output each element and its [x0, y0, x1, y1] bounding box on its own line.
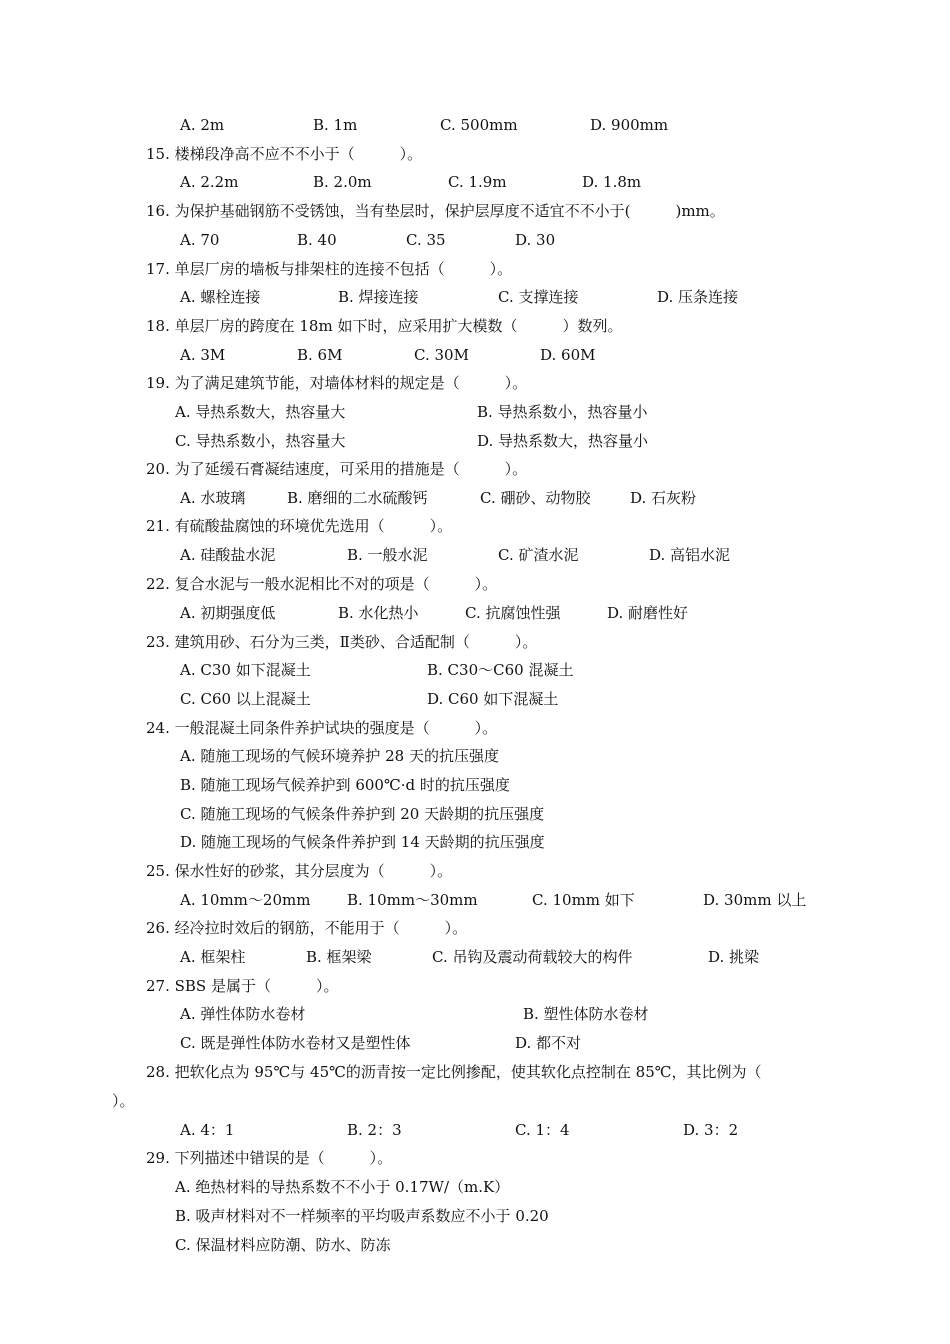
q16-option-a: A. 70: [180, 231, 220, 249]
q19-option-a: A. 导热系数大，热容量大: [175, 403, 346, 421]
q26-option-c: C. 吊钩及震动荷载较大的构件: [432, 948, 633, 966]
q18-option-a: A. 3M: [180, 346, 226, 364]
q15-option-c: C. 1.9m: [448, 173, 507, 191]
q23-option-b: B. C30～C60 混凝土: [427, 661, 574, 679]
q22-option-a: A. 初期强度低: [180, 604, 276, 622]
q25-option-c: C. 10mm 如下: [532, 891, 635, 909]
q23-option-c: C. C60 以上混凝土: [180, 690, 311, 708]
q20-option-b: B. 磨细的二水硫酸钙: [287, 489, 428, 507]
q15-option-a: A. 2.2m: [180, 173, 239, 191]
q23-option-a: A. C30 如下混凝土: [180, 661, 311, 679]
q19-option-d: D. 导热系数大，热容量小: [477, 432, 649, 450]
question-20: 20. 为了延缓石膏凝结速度，可采用的措施是（ ）。: [146, 460, 528, 478]
q27-option-d: D. 都不对: [515, 1034, 582, 1052]
question-28: 28. 把软化点为 95℃与 45℃的沥青按一定比例掺配，使其软化点控制在 85℃，其比例为（: [146, 1063, 762, 1081]
question-21: 21. 有硫酸盐腐蚀的环境优先选用（ ）。: [146, 517, 453, 535]
question-29: 29. 下列描述中错误的是（ ）。: [146, 1149, 393, 1167]
q22-option-c: C. 抗腐蚀性强: [465, 604, 561, 622]
q21-option-c: C. 矿渣水泥: [498, 546, 579, 564]
q26-option-a: A. 框架柱: [180, 948, 246, 966]
q19-option-c: C. 导热系数小，热容量大: [175, 432, 346, 450]
q14-option-c: C. 500mm: [440, 116, 518, 134]
q28-option-a: A. 4：1: [180, 1121, 235, 1139]
q24-option-a: A. 随施工现场的气候环境养护 28 天的抗压强度: [180, 747, 499, 765]
q21-option-d: D. 高铝水泥: [649, 546, 731, 564]
question-18: 18. 单层厂房的跨度在 18m 如下时，应采用扩大模数（ ）数列。: [146, 317, 623, 335]
question-25: 25. 保水性好的砂浆，其分层度为（ ）。: [146, 862, 453, 880]
question-23: 23. 建筑用砂、石分为三类，Ⅱ类砂、合适配制（ ）。: [146, 633, 538, 651]
q17-option-d: D. 压条连接: [657, 288, 739, 306]
q22-option-b: B. 水化热小: [338, 604, 419, 622]
q25-option-a: A. 10mm～20mm: [180, 891, 311, 909]
question-28-continuation: ）。: [112, 1092, 135, 1110]
q17-option-c: C. 支撑连接: [498, 288, 579, 306]
q19-option-b: B. 导热系数小，热容量小: [477, 403, 648, 421]
q24-option-b: B. 随施工现场气候养护到 600℃·d 时的抗压强度: [180, 776, 510, 794]
q14-option-b: B. 1m: [313, 116, 358, 134]
q16-option-d: D. 30: [515, 231, 556, 249]
question-16: 16. 为保护基础钢筋不受锈蚀，当有垫层时，保护层厚度不适宜不不小于( )mm。: [146, 202, 725, 220]
q24-option-c: C. 随施工现场的气候条件养护到 20 天龄期的抗压强度: [180, 805, 545, 823]
q25-option-d: D. 30mm 以上: [703, 891, 807, 909]
q28-option-d: D. 3：2: [683, 1121, 739, 1139]
q14-option-d: D. 900mm: [590, 116, 669, 134]
q29-option-a: A. 绝热材料的导热系数不不小于 0.17W/（m.K）: [175, 1178, 510, 1196]
q15-option-d: D. 1.8m: [582, 173, 642, 191]
q17-option-b: B. 焊接连接: [338, 288, 419, 306]
q14-option-a: A. 2m: [180, 116, 225, 134]
q26-option-b: B. 框架梁: [306, 948, 372, 966]
q26-option-d: D. 挑梁: [708, 948, 760, 966]
q20-option-d: D. 石灰粉: [630, 489, 697, 507]
q17-option-a: A. 螺栓连接: [180, 288, 261, 306]
q21-option-b: B. 一般水泥: [347, 546, 428, 564]
q20-option-c: C. 硼砂、动物胶: [480, 489, 591, 507]
q15-option-b: B. 2.0m: [313, 173, 372, 191]
q24-option-d: D. 随施工现场的气候条件养护到 14 天龄期的抗压强度: [180, 833, 545, 851]
question-26: 26. 经冷拉时效后的钢筋，不能用于（ ）。: [146, 919, 468, 937]
q22-option-d: D. 耐磨性好: [607, 604, 689, 622]
q16-option-b: B. 40: [297, 231, 337, 249]
q29-option-c: C. 保温材料应防潮、防水、防冻: [175, 1236, 391, 1254]
q18-option-b: B. 6M: [297, 346, 343, 364]
q20-option-a: A. 水玻璃: [180, 489, 246, 507]
q27-option-c: C. 既是弹性体防水卷材又是塑性体: [180, 1034, 411, 1052]
question-17: 17. 单层厂房的墙板与排架柱的连接不包括（ ）。: [146, 260, 513, 278]
q27-option-a: A. 弹性体防水卷材: [180, 1005, 306, 1023]
question-15: 15. 楼梯段净高不应不不小于（ ）。: [146, 145, 423, 163]
q29-option-b: B. 吸声材料对不一样频率的平均吸声系数应不小于 0.20: [175, 1207, 549, 1225]
question-27: 27. SBS 是属于（ ）。: [146, 977, 339, 995]
question-19: 19. 为了满足建筑节能，对墙体材料的规定是（ ）。: [146, 374, 528, 392]
q28-option-b: B. 2：3: [347, 1121, 402, 1139]
q16-option-c: C. 35: [406, 231, 446, 249]
q21-option-a: A. 硅酸盐水泥: [180, 546, 276, 564]
q27-option-b: B. 塑性体防水卷材: [523, 1005, 649, 1023]
q18-option-c: C. 30M: [414, 346, 469, 364]
q18-option-d: D. 60M: [540, 346, 596, 364]
question-22: 22. 复合水泥与一般水泥相比不对的项是（ ）。: [146, 575, 498, 593]
q28-option-c: C. 1：4: [515, 1121, 570, 1139]
q23-option-d: D. C60 如下混凝土: [427, 690, 559, 708]
q25-option-b: B. 10mm～30mm: [347, 891, 478, 909]
question-24: 24. 一般混凝土同条件养护试块的强度是（ ）。: [146, 719, 498, 737]
